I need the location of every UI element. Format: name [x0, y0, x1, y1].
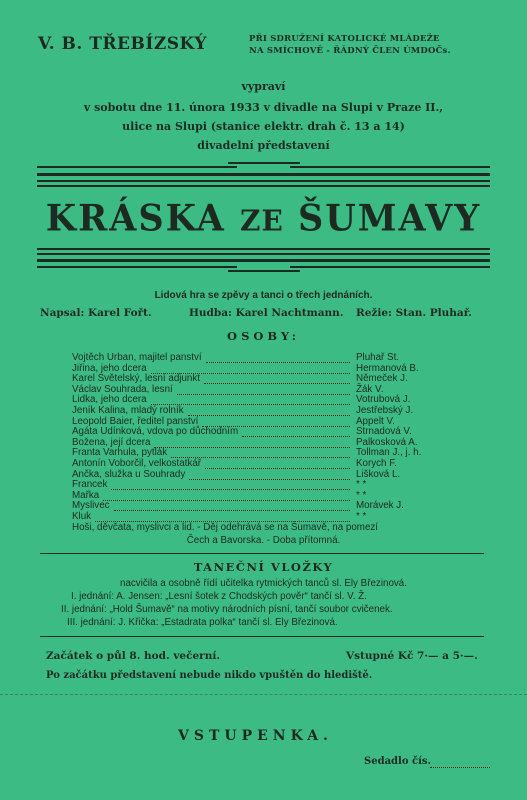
cast-role: Myslivec	[72, 500, 110, 512]
cast-role: Francek	[72, 479, 108, 491]
ticket-perforation	[0, 694, 527, 695]
title-part1: KRÁSKA	[45, 196, 226, 241]
cast-role: Václav Souhrada, lesní	[72, 383, 173, 395]
divider-rule-2	[40, 636, 484, 637]
ticket-heading: VSTUPENKA.	[178, 728, 333, 744]
dances-heading: TANEČNÍ VLOŽKY	[193, 560, 334, 574]
affiliation-line2: NA SMÍCHOVĚ - ŘÁDNÝ ČLEN ÚMDOČs.	[249, 46, 451, 56]
cast-row	[72, 437, 452, 448]
cast-row	[72, 394, 452, 405]
cast-row	[72, 352, 452, 363]
cast-role: Kluk	[72, 511, 92, 522]
cast-leader-dots	[188, 405, 350, 416]
cast-role: Mařka	[72, 489, 100, 501]
cast-role: Božena, její dcera	[72, 436, 151, 448]
cast-role: Lidka, jeho dcera	[72, 394, 147, 406]
cast-leader-dots	[206, 352, 350, 363]
credit-music: Hudba: Karel Nachtmann.	[189, 307, 344, 319]
cast-actor: Lišková L.	[356, 468, 401, 480]
intro-line4: divadelní představení	[197, 139, 330, 152]
cast-actor: Pluhař St.	[356, 352, 400, 363]
cast-actor: Votrubová J.	[356, 394, 411, 406]
intro-line1: vypraví	[241, 80, 286, 93]
title-part2: ZE	[240, 203, 284, 238]
cast-leader-dots	[111, 479, 350, 490]
cast-row	[72, 511, 452, 522]
cast-leader-dots	[189, 469, 350, 480]
cast-actor: Hermanová B.	[356, 362, 419, 374]
intro-line3: ulice na Slupi (stanice elektr. drah č. 13 a 14)	[122, 120, 405, 133]
cast-role: Leopold Baier, ředitel panství	[72, 415, 199, 427]
cast-leader-dots	[114, 500, 350, 511]
cast-leader-dots	[151, 394, 350, 405]
seat-number-label: Sedadlo čís.	[364, 756, 431, 767]
dances-intro: nacvičila a osobně řídí učitelka rytmických tanců sl. Ely Březinová.	[120, 578, 407, 589]
cast-actor: Jestřebský J.	[356, 405, 414, 416]
cast-role: Vojtěch Urban, majitel panství	[72, 352, 202, 363]
cast-role: Jeník Kalina, mladý rolník	[72, 405, 184, 416]
cast-role: Agáta Udínková, vdova po důchodním	[72, 426, 239, 438]
cast-leader-dots	[205, 458, 350, 469]
cast-leader-dots	[154, 437, 350, 448]
credit-author: Napsal: Karel Fořt.	[40, 307, 152, 319]
cast-actor: Korych F.	[356, 458, 397, 469]
cast-actor: Palkosková A.	[356, 436, 418, 448]
cast-row	[72, 405, 452, 416]
cast-leader-dots	[177, 384, 350, 395]
cast-leader-dots	[103, 490, 350, 501]
cast-leader-dots	[204, 373, 350, 384]
cast-role: Ančka, služka u Souhrady	[72, 468, 186, 480]
dances-act2: II. jednání: „Hold Šumavě“ na motivy národních písní, tančí soubor cvičenek.	[61, 604, 393, 615]
cast-row	[72, 490, 452, 501]
cast-actor: Strnadová V.	[356, 426, 412, 438]
credit-director: Režie: Stan. Pluhař.	[356, 307, 472, 319]
cast-row	[72, 469, 452, 480]
scene-note-line1: Hoši, děvčata, myslivci a lid. - Děj odehrává se na Šumavě, na pomezí	[72, 522, 379, 533]
play-title	[0, 197, 527, 240]
cast-row	[72, 447, 452, 458]
cast-row	[72, 416, 452, 427]
cast-row	[72, 363, 452, 374]
intro-line2: v sobotu dne 11. února 1933 v divadle na Slupi v Praze II.,	[83, 101, 444, 114]
scene-note-line2: Čech a Bavorska. - Doba přítomná.	[186, 535, 341, 546]
cast-leader-dots	[242, 426, 350, 437]
cast-actor: * *	[356, 489, 367, 501]
divider-rule-1	[40, 553, 484, 554]
cast-role: Franta Varhula, pytlák	[72, 447, 168, 459]
cast-actor: Appelt V.	[356, 415, 395, 427]
cast-leader-dots	[202, 416, 350, 427]
late-entry-note: Po začátku představení nebude nikdo vpuštěn do hlediště.	[46, 670, 373, 681]
cast-row	[72, 373, 452, 384]
cast-leader-dots	[171, 447, 350, 458]
cast-row	[72, 426, 452, 437]
admission-price: Vstupné Kč 7·— a 5·—.	[346, 650, 478, 662]
author-name: V. B. TŘEBÍZSKÝ	[38, 34, 207, 54]
cast-actor: Tollman J., j. h.	[356, 447, 422, 459]
cast-leader-dots	[151, 363, 350, 374]
cast-role: Jiřina, jeho dcera	[72, 362, 147, 374]
cast-role: Antonín Voborčil, velkostatkář	[72, 458, 202, 469]
title-part3: ŠUMAVY	[297, 196, 482, 241]
cast-row	[72, 458, 452, 469]
cast-heading: OSOBY:	[227, 329, 300, 343]
play-subtitle: Lidová hra se zpěvy a tanci o třech jednáních.	[154, 290, 373, 301]
cast-row	[72, 384, 452, 395]
cast-actor: * *	[356, 479, 367, 491]
affiliation-line1: PŘI SDRUŽENÍ KATOLICKÉ MLÁDEŽE	[249, 34, 440, 44]
dances-act1: I. jednání: A. Jensen: „Lesní šotek z Chodských pověr“ tančí sl. V. Ž.	[71, 591, 367, 602]
cast-row	[72, 500, 452, 511]
cast-role: Karel Světelský, lesní adjunkt	[72, 373, 200, 385]
dances-act3: III. jednání: J. Křička: „Estadrata polka“ tančí sl. Ely Březinová.	[67, 617, 338, 628]
cast-actor: Němeček J.	[356, 373, 408, 385]
seat-number-field[interactable]	[430, 767, 490, 768]
cast-row	[72, 479, 452, 490]
start-time: Začátek o půl 8. hod. večerní.	[46, 650, 220, 662]
cast-actor: Morávek J.	[356, 500, 404, 512]
cast-leader-dots	[95, 511, 350, 522]
cast-actor: Žák V.	[356, 383, 384, 395]
cast-actor: * *	[356, 511, 367, 522]
